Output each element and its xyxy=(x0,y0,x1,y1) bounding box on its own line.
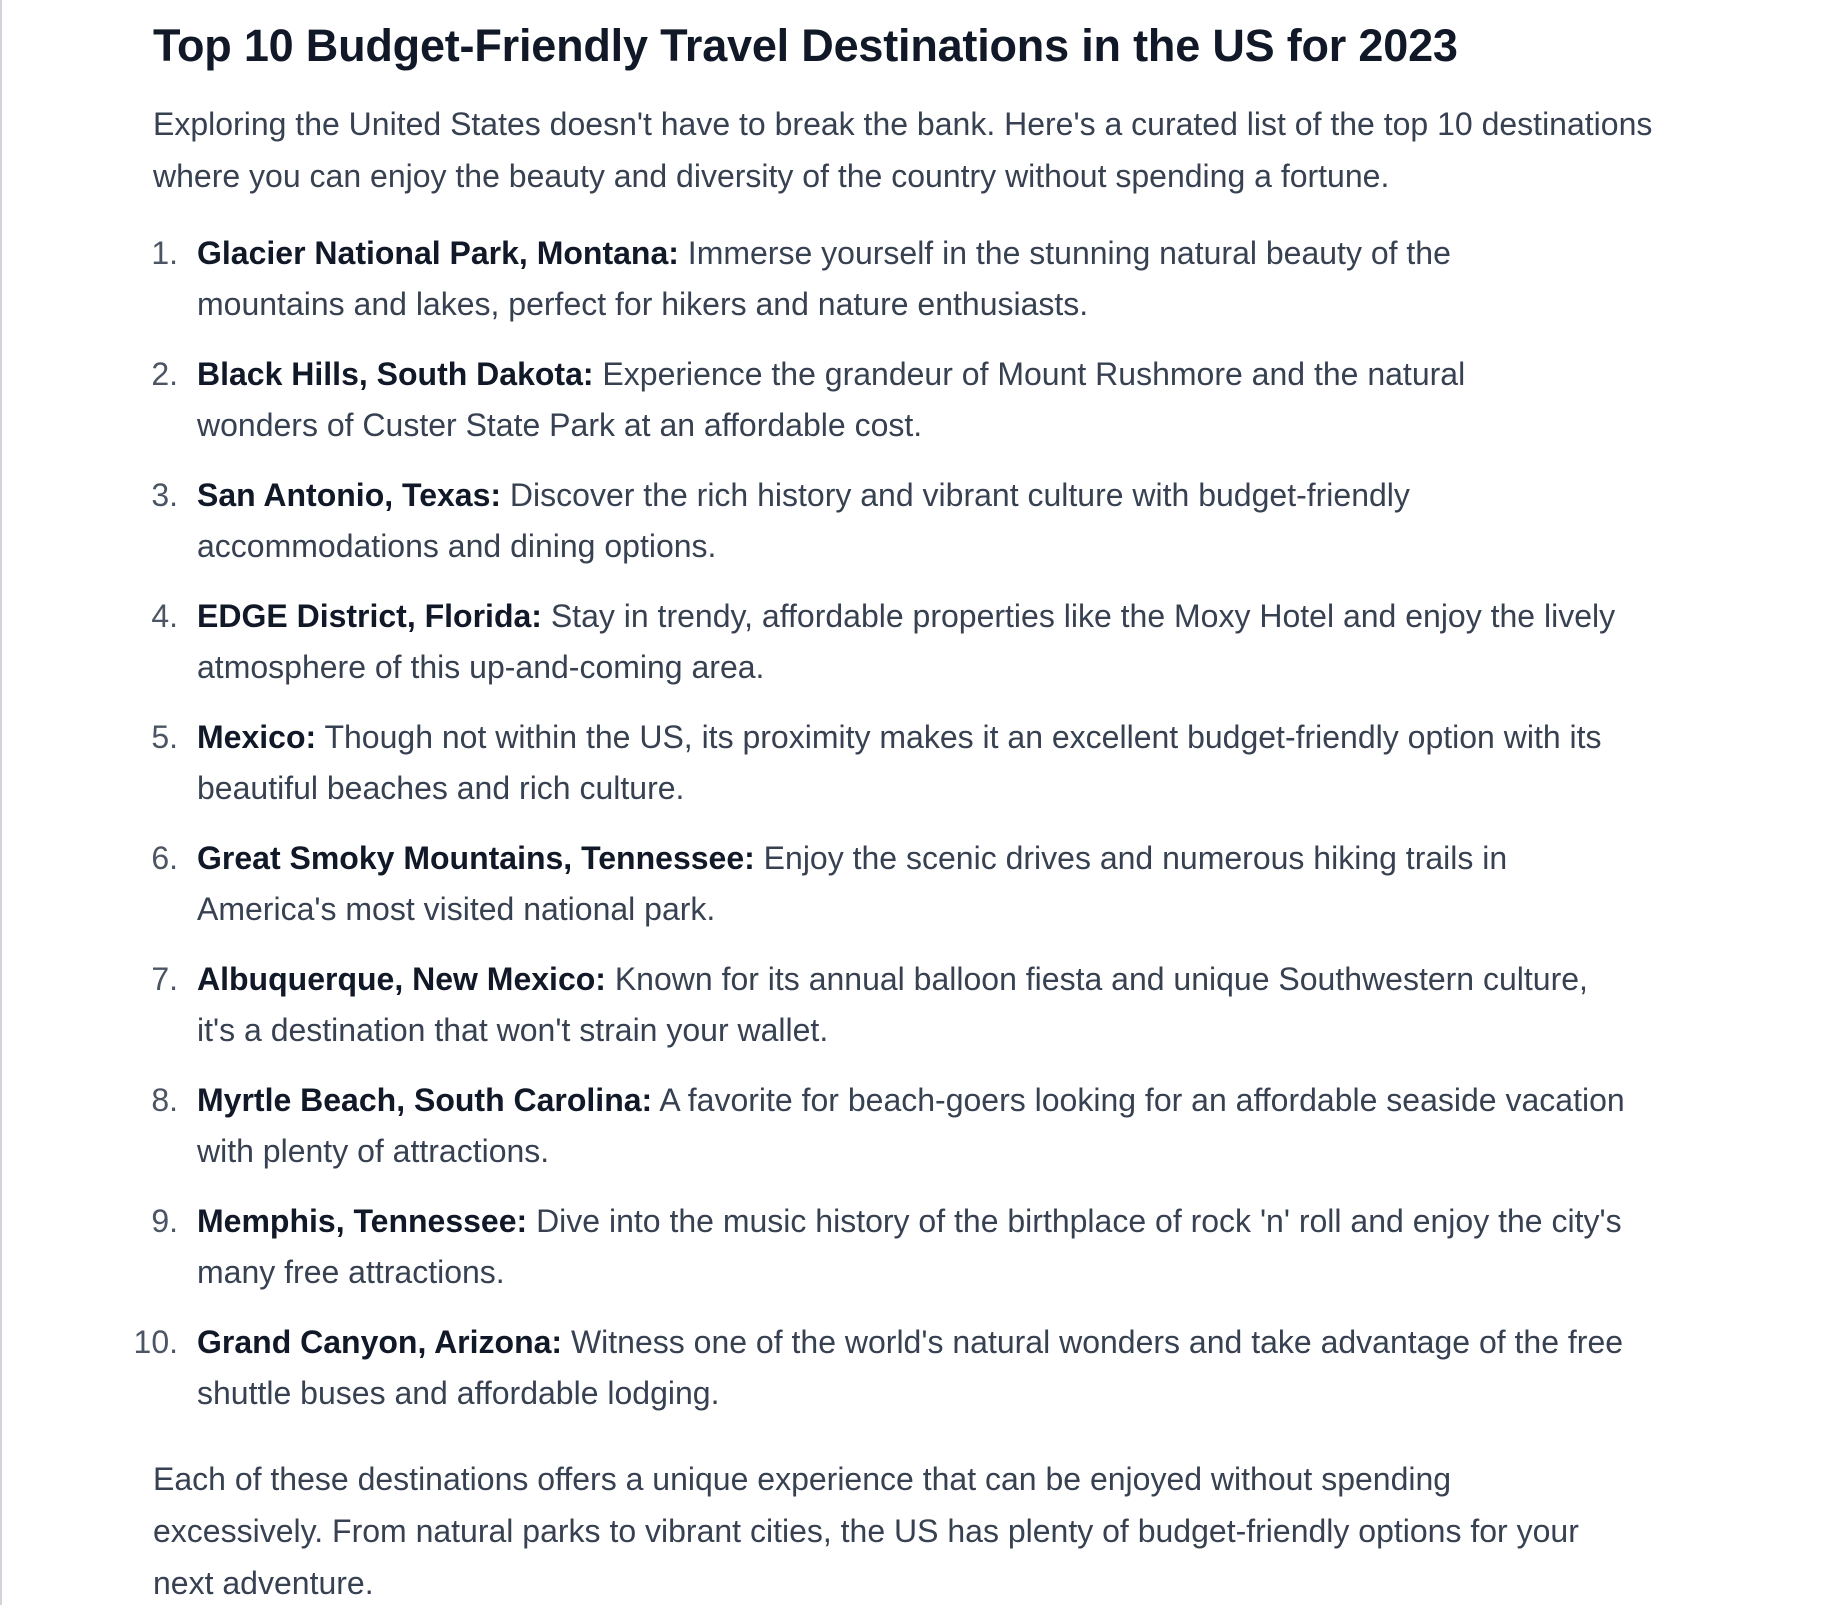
list-item xyxy=(153,833,1637,935)
list-item-number: 2. xyxy=(151,356,178,392)
destination-description: Experience the grandeur of Mount Rushmore and the natural wonders of Custer State Park at an affordable cost. xyxy=(197,356,1466,443)
destination-description: Immerse yourself in the stunning natural beauty of the mountains and lakes, perfect for hikers and nature enthusiasts. xyxy=(197,235,1451,322)
destination-name: EDGE District, Florida: xyxy=(197,598,542,634)
list-item xyxy=(153,712,1637,814)
destination-name: Glacier National Park, Montana: xyxy=(197,235,679,271)
destination-name: San Antonio, Texas: xyxy=(197,477,502,513)
destination-description: Enjoy the scenic drives and numerous hiking trails in America's most visited national park. xyxy=(197,840,1508,927)
destination-description: Stay in trendy, affordable properties like the Moxy Hotel and enjoy the lively atmosphere of this up-and-coming area. xyxy=(197,598,1616,685)
list-item xyxy=(153,228,1577,330)
page-title: Top 10 Budget-Friendly Travel Destinations in the US for 2023 xyxy=(153,20,1458,71)
destination-name: Albuquerque, New Mexico: xyxy=(197,961,606,997)
list-item xyxy=(153,1196,1677,1298)
article-content xyxy=(133,0,1713,1609)
destination-name: Myrtle Beach, South Carolina: xyxy=(197,1082,653,1118)
destination-description: Though not within the US, its proximity makes it an excellent budget-friendly option with its beautiful beaches and rich culture. xyxy=(197,719,1602,806)
destination-name: Great Smoky Mountains, Tennessee: xyxy=(197,840,755,876)
list-item-number: 8. xyxy=(151,1082,178,1118)
list-item xyxy=(153,591,1637,693)
list-item-number: 7. xyxy=(151,961,178,997)
destination-description: Dive into the music history of the birthplace of rock 'n' roll and enjoy the city's many free attractions. xyxy=(197,1203,1622,1290)
list-item-number: 9. xyxy=(151,1203,178,1239)
list-item-number: 3. xyxy=(151,477,178,513)
destination-description: Discover the rich history and vibrant culture with budget-friendly accommodations and dining options. xyxy=(197,477,1410,564)
destination-name: Mexico: xyxy=(197,719,317,755)
destination-list xyxy=(133,228,1713,1419)
list-item xyxy=(153,1075,1637,1177)
left-border-divider xyxy=(0,0,2,1605)
list-item-number: 10. xyxy=(133,1324,178,1360)
destination-name: Memphis, Tennessee: xyxy=(197,1203,528,1239)
destination-description: Witness one of the world's natural wonders and take advantage of the free shuttle buses and affordable lodging. xyxy=(197,1324,1624,1411)
intro-paragraph: Exploring the United States doesn't have to break the bank. Here's a curated list of the top 10 destinations where you can enjoy the beauty and diversity of the country without spending a fortune. xyxy=(153,106,1653,194)
list-item-number: 4. xyxy=(151,598,178,634)
destination-description: Known for its annual balloon fiesta and unique Southwestern culture, it's a destination that won't strain your wallet. xyxy=(197,961,1588,1048)
list-item-number: 5. xyxy=(151,719,178,755)
destination-description: A favorite for beach-goers looking for an affordable seaside vacation with plenty of attractions. xyxy=(197,1082,1625,1169)
destination-name: Black Hills, South Dakota: xyxy=(197,356,594,392)
list-item xyxy=(133,1317,1677,1419)
list-item-number: 6. xyxy=(151,840,178,876)
list-item xyxy=(153,349,1577,451)
list-item xyxy=(153,470,1577,572)
outro-paragraph: Each of these destinations offers a unique experience that can be enjoyed without spending excessively. From natural parks to vibrant cities, the US has plenty of budget-friendly options for your next adventure. xyxy=(153,1461,1579,1601)
list-item xyxy=(153,954,1597,1056)
destination-name: Grand Canyon, Arizona: xyxy=(197,1324,563,1360)
list-item-number: 1. xyxy=(151,235,178,271)
